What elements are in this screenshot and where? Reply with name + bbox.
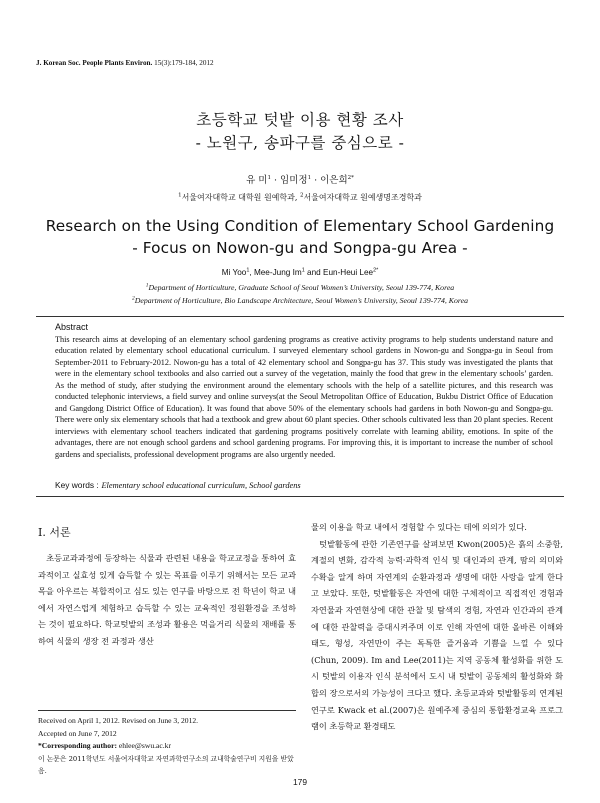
english-authors [0, 268, 600, 277]
affil-ko-1: 서울여자대학교 대학원 원예학과, [181, 193, 300, 202]
keywords [55, 480, 301, 490]
affil-en-1: Department of Horticulture, Graduate School of Seoul Women’s University, Seoul 139-774, Korea [148, 283, 455, 292]
right-paragraph-1: 물의 이용을 학교 내에서 경험할 수 있다는 데에 의의가 있다. [311, 522, 527, 532]
english-affiliation-2 [0, 296, 600, 305]
author-en-1-mark: 1 [246, 267, 250, 274]
author-ko-2-mark: 1 [307, 174, 312, 181]
korean-title-line1: 초등학교 텃밭 이용 현황 조사 [196, 111, 404, 129]
right-column-text [311, 519, 563, 735]
author-ko-1: 유 미 [246, 175, 268, 186]
abstract-bottom-rule [36, 496, 564, 497]
affil-ko-mark-1: 1 [178, 192, 182, 199]
author-sep: · [311, 175, 321, 186]
intro-paragraph: 초등교과과정에 등장하는 식물과 관련된 내용을 학교교정을 통하여 효과적이고 실효성 있게 습득할 수 있는 목표를 이루기 위해서는 모든 교과목을 아우르는 복합적이고 심도 있는 연구를 바탕으로 전 학년이 학교 내에서 자연스럽게 체험하고 습득할 수 있는 교육적인 정원환경을 조성하는 것이 필요하다. 학교텃밭의 조성과 활용은 먹을거리 식물의 재배를 통하여 식물의 생장 전 과정과 생산 [38, 553, 296, 646]
author-sep: and [304, 268, 323, 277]
affil-en-mark-2: 2 [131, 295, 135, 302]
affil-en-2: Department of Horticulture, Bio Landscape Architecture, Seoul Women’s University, Seoul 139-774, Korea [134, 296, 469, 305]
corr-email: ehlee@swu.ac.kr [116, 741, 171, 751]
journal-citation [36, 59, 214, 67]
left-column-text [38, 550, 296, 650]
abstract-body: This research aims at developing of an elementary school gardening programs as creative activity programs to help students understand nature and education related by elementary school educational curriculum. I surveyed elementary school gardens in Nowon-gu and Songpa-gu in Seoul from September-2011 to February-2012. Nowon-gu has a total of 42 elementary school and Songpa-gu has 37. This study was investigated the plants that were in the elementary school textbooks and also carried out a survey of the vegetation, mainly the food that grew in the elementary schools’ garden. As the method of study, after studying the environment around the elementary schools with the help of a satellite pictures, and this research was conducted telephonic interviews, a field survey and online surveys(at the Seoul Metropolitan Office of Education, Bukbu District Office of Education and Gangdong District Office of Education). It was found that above 50% of the elementary schools had gardens in both Nowon-gu and Songpa-gu. There were only six elementary schools that had a textbook and grew about 60 plant species. Other schools cultivated less than 20 plant species. Recent interviews with elementary school teachers indicated that gardening programs positively correlate with learning ability, emotions. In spite of the advantages, there are not enough school gardens and school gardening programs. For improving this, it is important to increase the number of school gardens and specialists, professional development programs are also urgently needed. [55, 335, 553, 459]
author-ko-2: 임미정 [280, 175, 308, 186]
english-title-line1: Research on the Using Condition of Elementary School Gardening [45, 217, 555, 235]
right-paragraph-2: 텃밭활동에 관한 기존연구를 살펴보면 Kwon(2005)은 흙의 소중함, 계절의 변화, 감각적 능력·과학적 인식 및 대인과의 관계, 땀의 의미와 수확을 알게 하며 자연계의 순환과정과 생명에 대한 사랑을 알게 한다고 보았다. 또한, 텃밭활동은 자연에 대한 구체적이고 직접적인 경험과 자연물과 자연현상에 대한 관찰 및 탐색의 경험, 자연과 인간과의 관계에 대한 관찰력을 증대시켜주며 이로 인해 자연에 대한 올바른 이해와 태도, 형성, 자연만이 주는 독특한 즐거움과 기쁨을 느낄 수 있다(Chun, 2009). Im and Lee(2011)는 지역 공동체 활성화를 위한 도시 텃밭의 이용자 인식 분석에서 도시 내 텃밭이 공동체의 활성화와 화합의 장으로서의 가능성이 크다고 했다. 초등교과와 텃밭활동의 연계된 연구로 Kwack et al.(2007)은 원예주제 중심의 통합환경교육 프로그램이 초등학교 환경태도 [311, 538, 563, 732]
footnote-funding: 이 논문은 2011학년도 서울여자대학교 자연과학연구소의 교내학술연구비 지원을 받았음. [38, 754, 294, 775]
author-ko-3: 이은희 [320, 175, 348, 186]
abstract-top-rule [36, 316, 564, 317]
author-en-2: Mee-Jung Im [253, 268, 302, 277]
page-number: 179 [293, 777, 307, 787]
footnote-rule [38, 710, 296, 711]
korean-affiliations [0, 192, 600, 203]
footnote-received: Received on April 1, 2012. Revised on June 3, 2012. [38, 716, 199, 725]
journal-volume: 15(3):179-184, 2012 [154, 59, 214, 67]
author-sep: , [249, 268, 254, 277]
author-sep: · [270, 175, 281, 186]
keywords-label: Key words : [55, 480, 99, 490]
affil-en-mark-1: 1 [145, 282, 149, 289]
author-en-2-mark: 1 [301, 267, 305, 274]
author-en-3: Eun-Heui Lee [323, 268, 374, 277]
author-en-1: Mi Yoo [221, 268, 247, 277]
footnote-accepted: Accepted on June 7, 2012 [38, 728, 117, 738]
author-ko-1-mark: 1 [267, 174, 271, 181]
english-title-line2: - Focus on Nowon-gu and Songpa-gu Area - [132, 239, 468, 257]
keywords-value: Elementary school educational curriculum, School gardens [101, 481, 301, 490]
author-en-3-mark: 2* [373, 267, 379, 274]
footnote [38, 715, 300, 777]
korean-authors [0, 172, 600, 186]
corr-label: *Corresponding author: [38, 741, 117, 751]
english-affiliation-1 [0, 283, 600, 292]
affil-ko-2: 서울여자대학교 원예생명조경학과 [303, 193, 422, 202]
author-ko-3-mark: 2* [347, 174, 354, 181]
abstract-heading: Abstract [55, 322, 89, 332]
footnote-corresponding [38, 740, 300, 753]
affil-ko-mark-2: 2 [299, 192, 304, 199]
korean-title-line2: - 노원구, 송파구를 중심으로 - [195, 134, 405, 152]
journal-name: J. Korean Soc. People Plants Environ. [36, 59, 153, 67]
section-heading-introduction: Ⅰ. 서론 [38, 526, 71, 539]
